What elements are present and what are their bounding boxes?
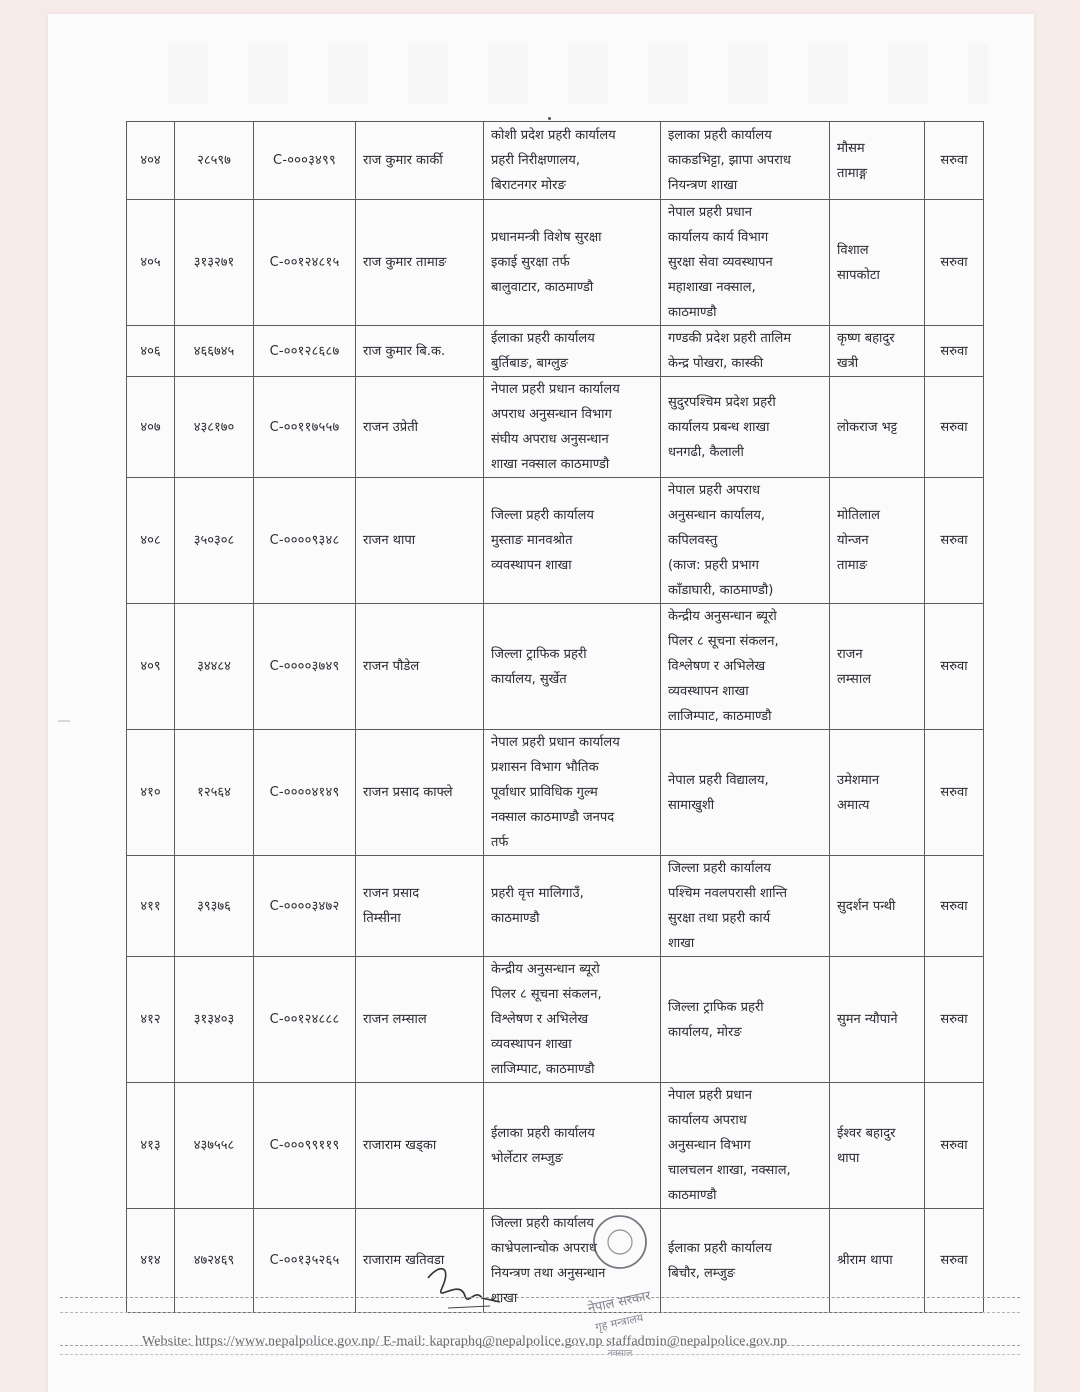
cell-line: बिचौर, लम्जुङ — [668, 1265, 736, 1281]
cell-line: नेपाल प्रहरी प्रधान कार्यालय — [491, 735, 620, 750]
cell-line: काकडभिट्टा, झापा अपराध — [668, 153, 791, 168]
cell-line: चालचलन शाखा, नक्साल, — [668, 1163, 791, 1178]
transfer-table — [126, 121, 984, 1313]
serial-number-cell: ४१२ — [127, 957, 175, 1083]
personnel-name-cell — [356, 377, 484, 478]
code-number-cell: C-००१३५२६५ — [254, 1209, 356, 1313]
cell-line: प्रहरी निरीक्षणालय, — [491, 153, 580, 168]
serial-number-cell: ४०८ — [127, 478, 175, 604]
cell-line: इकाई सुरक्षा तर्फ — [491, 255, 570, 270]
transfer-office-cell — [661, 604, 830, 730]
cell-line: लोकराज भट्ट — [837, 419, 898, 435]
remark-cell: सरुवा — [925, 200, 984, 326]
code-number-cell: C-००१२४८८८ — [254, 957, 356, 1083]
replacement-name-cell — [830, 122, 925, 200]
cell-line: राजन उप्रेती — [363, 419, 418, 435]
table-row — [127, 200, 984, 326]
cell-line: सापकोटा — [837, 267, 880, 283]
serial-number-cell: ४०४ — [127, 122, 175, 200]
cell-line: श्रीराम थापा — [837, 1253, 893, 1268]
police-id-cell: ३५०३०८ — [175, 478, 254, 604]
cell-line: शाखा — [491, 1290, 518, 1306]
table-row — [127, 856, 984, 957]
cell-line: राजन पौडेल — [363, 659, 420, 674]
police-id-cell: ४३८१७० — [175, 377, 254, 478]
current-office-cell — [484, 377, 661, 478]
police-id-cell: १२५६४ — [175, 730, 254, 856]
cell-line: कार्यालय, मोरङ — [668, 1024, 742, 1040]
personnel-name-cell — [356, 604, 484, 730]
transfer-office-cell — [661, 377, 830, 478]
cell-line: केन्द्रीय अनुसन्धान ब्यूरो — [668, 609, 777, 624]
cell-line: कार्यालय प्रबन्ध शाखा — [668, 419, 770, 435]
cell-line: अपराध अनुसन्धान विभाग — [491, 407, 612, 422]
cell-line: जिल्ला प्रहरी कार्यालय — [491, 1215, 594, 1231]
cell-line: सुरक्षा सेवा व्यवस्थापन — [668, 255, 773, 270]
code-number-cell: C-०००३४९९ — [254, 122, 356, 200]
cell-line: ईलाका प्रहरी कार्यालय — [668, 1240, 772, 1256]
replacement-name-cell — [830, 604, 925, 730]
cell-line: काठमाण्डौ — [668, 305, 717, 320]
police-id-cell: ३४४८४ — [175, 604, 254, 730]
cell-line: जिल्ला प्रहरी कार्यालय — [668, 861, 771, 876]
serial-number-cell: ४१४ — [127, 1209, 175, 1313]
cell-line: मुस्ताङ मानवश्रोत — [491, 533, 573, 548]
cell-line: पूर्वाधार प्राविधिक गुल्म — [491, 785, 598, 800]
personnel-name-cell — [356, 856, 484, 957]
replacement-name-cell — [830, 856, 925, 957]
cell-line: ईलाका प्रहरी कार्यालय — [491, 1125, 595, 1141]
cell-line: कार्यालय अपराध — [668, 1113, 747, 1128]
remark-cell: सरुवा — [925, 856, 984, 957]
footer-rule — [60, 1297, 1020, 1313]
cell-line: सामाखुशी — [668, 797, 715, 813]
cell-line: इलाका प्रहरी कार्यालय — [668, 128, 772, 143]
cell-line: नियन्त्रण तथा अनुसन्धान — [491, 1265, 606, 1281]
police-id-cell: ३१३२७१ — [175, 200, 254, 326]
cell-line: राज कुमार बि.क. — [363, 343, 446, 359]
cell-line: प्रधानमन्त्री विशेष सुरक्षा — [491, 230, 602, 245]
transfer-office-cell — [661, 856, 830, 957]
personnel-name-cell — [356, 200, 484, 326]
cell-line: अनुसन्धान कार्यालय, — [668, 508, 765, 523]
code-number-cell: C-००००९३४८ — [254, 478, 356, 604]
serial-number-cell: ४०६ — [127, 326, 175, 377]
current-office-cell — [484, 730, 661, 856]
current-office-cell — [484, 1083, 661, 1209]
current-office-cell — [484, 478, 661, 604]
cell-line: शाखा नक्साल काठमाण्डौ — [491, 457, 610, 472]
serial-number-cell: ४१३ — [127, 1083, 175, 1209]
code-number-cell: C-००१२४८१५ — [254, 200, 356, 326]
cell-line: सुमन न्यौपाने — [837, 1012, 898, 1027]
table-row — [127, 957, 984, 1083]
cell-line: पिलर ८ सूचना संकलन, — [668, 634, 779, 649]
current-office-cell — [484, 326, 661, 377]
cell-line: कार्यालय कार्य विभाग — [668, 230, 769, 245]
cell-line: राजाराम खतिवडा — [363, 1253, 445, 1268]
remark-cell: सरुवा — [925, 122, 984, 200]
remark-cell: सरुवा — [925, 478, 984, 604]
cell-line: महाशाखा नक्साल, — [668, 280, 756, 295]
cell-line: तामाङ्ग — [837, 165, 868, 181]
cell-line: भोर्लेटार लम्जुङ — [491, 1150, 563, 1166]
cell-line: राजन लम्साल — [363, 1012, 427, 1027]
cell-line: काठमाण्डौ — [491, 911, 540, 926]
cell-line: व्यवस्थापन शाखा — [668, 684, 749, 699]
current-office-cell — [484, 122, 661, 200]
cell-line: राज कुमार कार्की — [363, 153, 443, 168]
current-office-cell — [484, 200, 661, 326]
police-id-cell: ४६६७४५ — [175, 326, 254, 377]
stamp-text-mid: गृह मन्त्रालय — [594, 1311, 645, 1334]
police-id-cell: ३९३७६ — [175, 856, 254, 957]
cell-line: राजन थापा — [363, 533, 416, 548]
police-id-cell: ४३७५५८ — [175, 1083, 254, 1209]
cell-line: कृष्ण बहादुर — [837, 331, 895, 346]
code-number-cell: C-००००३७४९ — [254, 604, 356, 730]
personnel-name-cell — [356, 1083, 484, 1209]
serial-number-cell: ४०९ — [127, 604, 175, 730]
cell-line: लम्साल — [837, 671, 872, 687]
table-body — [127, 122, 984, 1313]
cell-line: सुदुरपश्चिम प्रदेश प्रहरी — [668, 394, 776, 410]
cell-line: थापा — [837, 1150, 860, 1166]
transfer-office-cell — [661, 1083, 830, 1209]
table-row — [127, 326, 984, 377]
police-id-cell: २८५९७ — [175, 122, 254, 200]
remark-cell: सरुवा — [925, 377, 984, 478]
cell-line: सुरक्षा तथा प्रहरी कार्य — [668, 911, 771, 926]
cell-line: नेपाल प्रहरी विद्यालय, — [668, 772, 769, 788]
cell-line: काठमाण्डौ — [668, 1188, 717, 1203]
cell-line: काभ्रेपलान्चोक अपराध — [491, 1240, 597, 1256]
cell-line: व्यवस्थापन शाखा — [491, 1037, 572, 1052]
cell-line: विशाल — [837, 242, 869, 258]
table-row — [127, 377, 984, 478]
cell-line: अमात्य — [837, 797, 870, 813]
cell-line: राजाराम खड्का — [363, 1138, 437, 1153]
cell-line: कार्यालय, सुर्खेत — [491, 671, 567, 687]
cell-line: विश्लेषण र अभिलेख — [491, 1012, 589, 1027]
cell-line: नक्साल काठमाण्डौ जनपद — [491, 810, 615, 825]
cell-line: जिल्ला ट्राफिक प्रहरी — [668, 999, 764, 1015]
cell-line: केन्द्र पोखरा, कास्की — [668, 356, 764, 371]
cell-line: नेपाल प्रहरी प्रधान — [668, 1088, 753, 1103]
stamp-text-top: नेपाल सरकार — [586, 1288, 652, 1317]
cell-line: मौसम — [837, 140, 865, 156]
personnel-name-cell — [356, 478, 484, 604]
cell-line: खत्री — [837, 356, 859, 371]
replacement-name-cell — [830, 478, 925, 604]
cell-line: बालुवाटार, काठमाण्डौ — [491, 280, 594, 295]
table-row — [127, 604, 984, 730]
cell-line: अनुसन्धान विभाग — [668, 1138, 751, 1153]
remark-cell: सरुवा — [925, 604, 984, 730]
personnel-name-cell — [356, 326, 484, 377]
table-row — [127, 730, 984, 856]
replacement-name-cell — [830, 326, 925, 377]
code-number-cell: C-०००९९११९ — [254, 1083, 356, 1209]
cell-line: जिल्ला प्रहरी कार्यालय — [491, 508, 594, 523]
cell-line: उमेशमान — [837, 772, 880, 788]
cell-line: राजन प्रसाद काफ्ले — [363, 785, 453, 800]
cell-line: काँडाघारी, काठमाण्डौ) — [668, 583, 774, 598]
table-row — [127, 1083, 984, 1209]
remark-cell: सरुवा — [925, 957, 984, 1083]
transfer-office-cell — [661, 730, 830, 856]
cell-line: नेपाल प्रहरी अपराध — [668, 483, 761, 498]
cell-line: विश्लेषण र अभिलेख — [668, 659, 766, 674]
cell-line: बुर्तिबाङ, बाग्लुङ — [491, 356, 569, 371]
cell-line: ईलाका प्रहरी कार्यालय — [491, 331, 595, 346]
current-office-cell — [484, 604, 661, 730]
transfer-office-cell — [661, 957, 830, 1083]
personnel-name-cell — [356, 122, 484, 200]
cell-line: प्रशासन विभाग भौतिक — [491, 760, 599, 775]
cell-line: केन्द्रीय अनुसन्धान ब्यूरो — [491, 962, 600, 977]
cell-line: नेपाल प्रहरी प्रधान कार्यालय — [491, 382, 620, 397]
cell-line: शाखा — [668, 936, 695, 951]
table-row — [127, 478, 984, 604]
stamp-text-bottom: नक्साल — [607, 1349, 633, 1359]
replacement-name-cell — [830, 200, 925, 326]
cell-line: व्यवस्थापन शाखा — [491, 558, 572, 573]
ink-dot — [548, 117, 551, 120]
cell-line: कपिलवस्तु — [668, 533, 718, 548]
remark-cell: सरुवा — [925, 1083, 984, 1209]
serial-number-cell: ४०५ — [127, 200, 175, 326]
cell-line: राजन — [837, 646, 863, 662]
cell-line: नियन्त्रण शाखा — [668, 178, 738, 193]
current-office-cell — [484, 957, 661, 1083]
cell-line: तामाङ — [837, 558, 868, 573]
cell-line: धनगढी, कैलाली — [668, 444, 744, 460]
cell-line: तिम्सीना — [363, 911, 401, 926]
code-number-cell: C-००१२८६८७ — [254, 326, 356, 377]
personnel-name-cell — [356, 730, 484, 856]
cell-line: राज कुमार तामाङ — [363, 255, 447, 270]
current-office-cell — [484, 856, 661, 957]
remark-cell: सरुवा — [925, 326, 984, 377]
cell-line: जिल्ला ट्राफिक प्रहरी — [491, 646, 587, 662]
cell-line: मोतिलाल — [837, 508, 880, 523]
cell-line: पिलर ८ सूचना संकलन, — [491, 987, 602, 1002]
code-number-cell: C-००००३४७२ — [254, 856, 356, 957]
cell-line: (काज: प्रहरी प्रभाग — [668, 558, 759, 573]
cell-line: प्रहरी वृत्त मालिगाउँ, — [491, 886, 584, 901]
remark-cell: सरुवा — [925, 730, 984, 856]
footer-contact: Website: https://www.nepalpolice.gov.np/ E-mail: kapraphq@nepalpolice.gov.np staffadmin@nepalpolice.gov.np — [142, 1334, 788, 1349]
serial-number-cell: ४१० — [127, 730, 175, 856]
personnel-name-cell — [356, 957, 484, 1083]
cell-line: कोशी प्रदेश प्रहरी कार्यालय — [491, 128, 616, 143]
cell-line: ईश्वर बहादुर — [837, 1125, 896, 1141]
police-id-cell: ३१३४०३ — [175, 957, 254, 1083]
replacement-name-cell — [830, 377, 925, 478]
cell-line: योन्जन — [837, 533, 869, 548]
transfer-office-cell — [661, 200, 830, 326]
table-row — [127, 122, 984, 200]
cell-line: नेपाल प्रहरी प्रधान — [668, 205, 753, 220]
remark-cell: सरुवा — [925, 1209, 984, 1313]
cell-line: लाजिम्पाट, काठमाण्डौ — [668, 709, 772, 724]
replacement-name-cell — [830, 1083, 925, 1209]
cell-line: सुदर्शन पन्थी — [837, 898, 896, 914]
bleed-through-texture — [168, 44, 988, 104]
cell-line: संघीय अपराध अनुसन्धान — [491, 432, 609, 447]
replacement-name-cell — [830, 957, 925, 1083]
code-number-cell: C-००११७५५७ — [254, 377, 356, 478]
cell-line: तर्फ — [491, 835, 509, 850]
serial-number-cell: ४०७ — [127, 377, 175, 478]
replacement-name-cell — [830, 730, 925, 856]
cell-line: गण्डकी प्रदेश प्रहरी तालिम — [668, 331, 792, 346]
serial-number-cell: ४११ — [127, 856, 175, 957]
transfer-office-cell — [661, 122, 830, 200]
transfer-office-cell — [661, 326, 830, 377]
police-id-cell: ४७२४६९ — [175, 1209, 254, 1313]
cell-line: लाजिम्पाट, काठमाण्डौ — [491, 1062, 595, 1077]
scan-mark — [58, 720, 70, 722]
transfer-office-cell — [661, 478, 830, 604]
cell-line: बिराटनगर मोरङ — [491, 178, 566, 193]
cell-line: पश्चिम नवलपरासी शान्ति — [668, 886, 788, 901]
cell-line: राजन प्रसाद — [363, 886, 420, 901]
code-number-cell: C-००००४१४९ — [254, 730, 356, 856]
